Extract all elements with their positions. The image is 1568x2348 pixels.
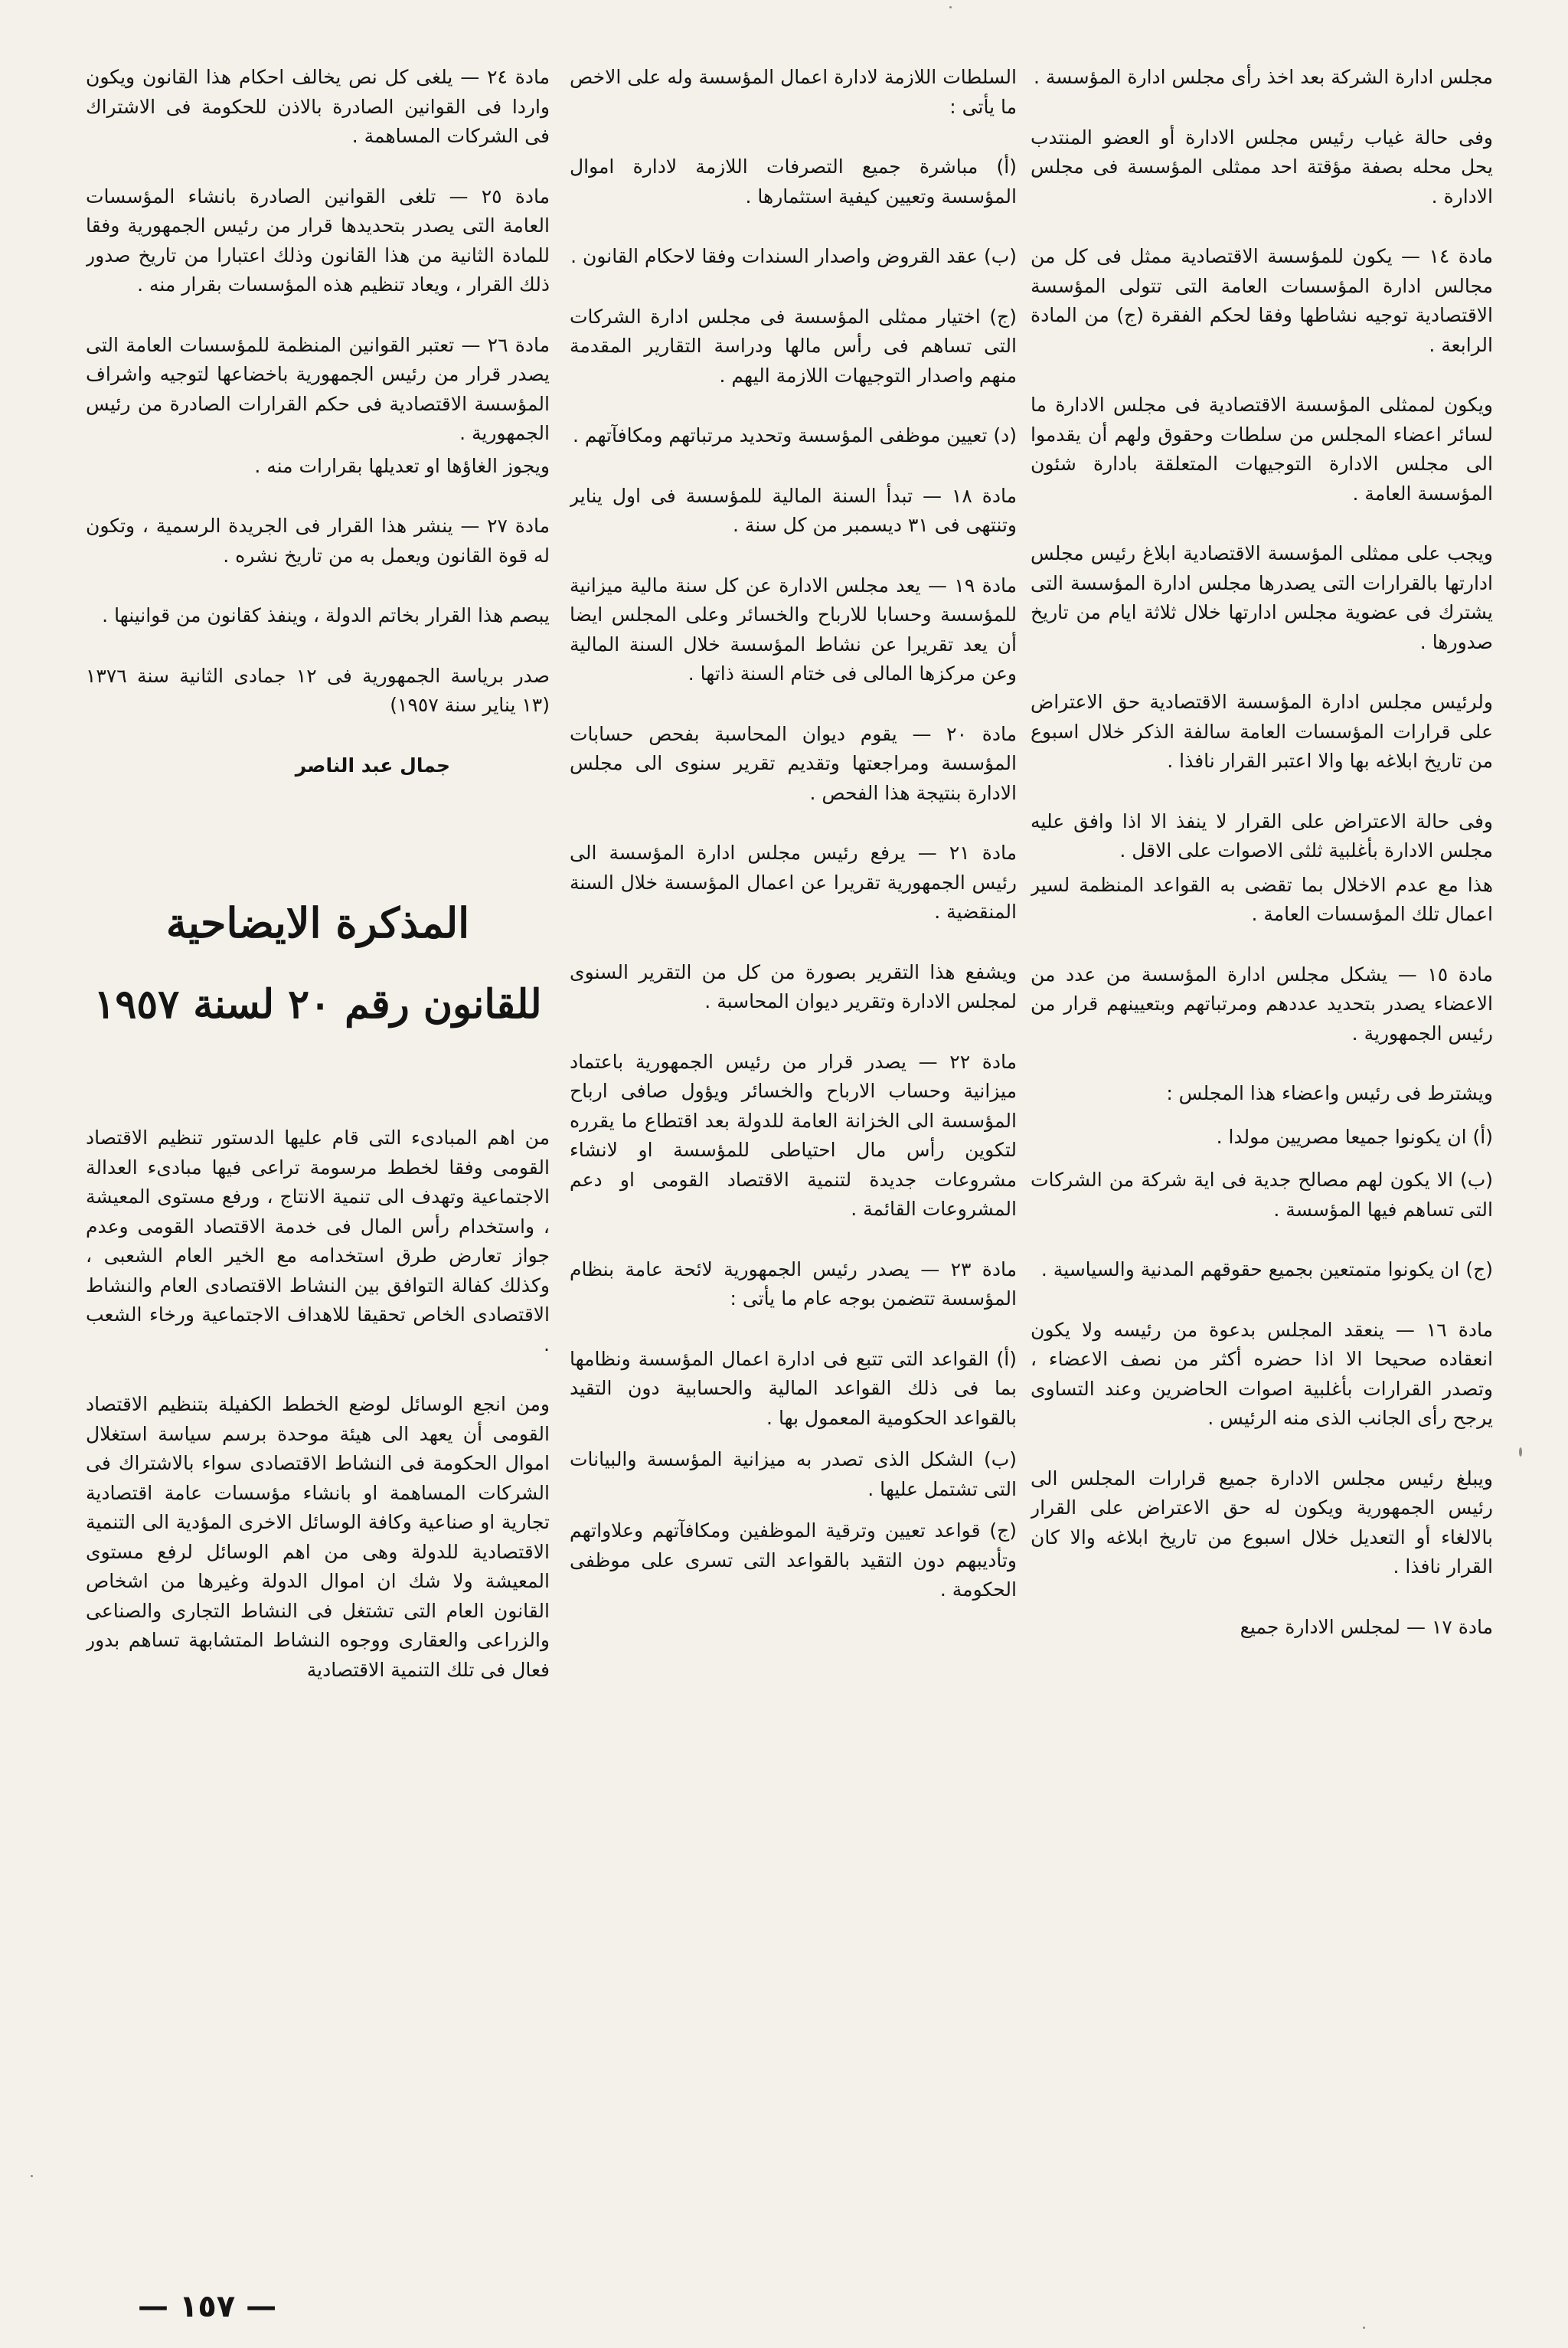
paragraph: (أ) مباشرة جميع التصرفات اللازمة لادارة اموال المؤسسة وتعيين كيفية استثمارها .: [570, 155, 1017, 208]
paragraph: مادة ١٥ — يشكل مجلس ادارة المؤسسة من عدد من الاعضاء يصدر بتحديد عددهم ومرتباتهم وبتعيينهم قرار من رئيس الجمهورية .: [1031, 963, 1493, 1045]
paragraph: (د) تعيين موظفى المؤسسة وتحديد مرتباتهم ومكافآتهم .: [573, 424, 1017, 446]
paragraph: من اهم المبادىء التى قام عليها الدستور تنظيم الاقتصاد القومى وفقا لخطط مرسومة تراعى فيها مبادىء العدالة الاجتماعية وتهدف الى تنمية الانتاج ، ورفع مستوى المعيشة ، واستخدام رأس المال فى خدمة الاقتصاد القومى وعدم جواز تعارض طرق استخدامه مع الخير العام الشعبى ، وكذلك كفالة التوافق بين النشاط الاقتصادى العام والنشاط الاقتصادى الخاص تحقيقا للاهداف الاجتماعية ورخاء الشعب .: [86, 1127, 550, 1355]
paragraph: (أ) ان يكونوا جميعا مصريين مولدا .: [1216, 1125, 1493, 1148]
paragraph: مادة ١٧ — لمجلس الادارة جميع: [1240, 1615, 1493, 1638]
paragraph: مادة ١٦ — ينعقد المجلس بدعوة من رئيسه ولا يكون انعقاده صحيحا الا اذا حضره أكثر من نصف الاعضاء ، وتصدر القرارات بأغلبية اصوات الحاضرين وعند التساوى يرجح رأى الجانب الذى منه الرئيس .: [1031, 1318, 1493, 1429]
paragraph: وفى حالة الاعتراض على القرار لا ينفذ الا اذا وافق عليه مجلس الادارة بأغلبية ثلثى الاصوات على الاقل .: [1031, 809, 1493, 862]
paragraph: وفى حالة غياب رئيس مجلس الادارة أو العضو المنتدب يحل محله بصفة مؤقتة احد ممثلى المؤسسة فى مجلس الادارة .: [1031, 126, 1493, 208]
paragraph: (ج) قواعد تعيين وترقية الموظفين ومكافآتهم وعلاواتهم وتأديبهم دون التقيد بالقواعد التى تسرى على موظفى الحكومة .: [570, 1519, 1017, 1601]
signature: جمال عبد الناصر: [295, 754, 450, 777]
paragraph: (ج) ان يكونوا متمتعين بجميع حقوقهم المدنية والسياسية .: [1040, 1258, 1493, 1280]
paragraph: ومن انجع الوسائل لوضع الخطط الكفيلة بتنظيم الاقتصاد القومى أن يعهد الى هيئة موحدة برسم سياسة استغلال اموال الحكومة فى النشاط الاقتصادى سواء بالاشتراك فى الشركات المساهمة او بانشاء مؤسسات عامة اقتصادية تجارية او صناعية وكافة الوسائل الاخرى المؤدية الى التنمية الاقتصادية للدولة وهى من اهم الوسائل لرفع مستوى المعيشة ولا شك ان اموال الدولة وغيرها من اشخاص القانون العام التى تشتغل فى النشاط التجارى والصناعى والزراعى والعقارى ووجوه النشاط المتشابهة تساهم بدور فعال فى تلك التنمية الاقتصادية: [86, 1393, 550, 1681]
paragraph: مادة ٢٣ — يصدر رئيس الجمهورية لائحة عامة بنظام المؤسسة تتضمن بوجه عام ما يأتى :: [570, 1257, 1017, 1310]
memo-title: المذكرة الايضاحية: [165, 898, 470, 947]
paragraph: مادة ٢٦ — تعتبر القوانين المنظمة للمؤسسات العامة التى يصدر قرار من رئيس الجمهورية باخضاعها لتوجيه واشراف المؤسسة الاقتصادية فى حكم القرارات الصادرة من رئيس الجمهورية .: [86, 333, 550, 444]
paragraph: مادة ٢٧ — ينشر هذا القرار فى الجريدة الرسمية ، وتكون له قوة القانون ويعمل به من تاريخ نشره .: [86, 515, 550, 567]
paragraph: السلطات اللازمة لادارة اعمال المؤسسة وله على الاخص ما يأتى :: [570, 66, 1017, 118]
paragraph: مادة ٢٥ — تلغى القوانين الصادرة بانشاء المؤسسات العامة التى يصدر بتحديدها قرار من رئيس الجمهورية وفقا للمادة الثانية من هذا القانون وذلك اعتبارا من تاريخ صدور ذلك القرار ، ويعاد تنظيم هذه المؤسسات بقرار منه .: [86, 185, 550, 296]
paragraph: (ب) الا يكون لهم مصالح جدية فى اية شركة من الشركات التى تساهم فيها المؤسسة .: [1031, 1169, 1493, 1221]
paragraph: ولرئيس مجلس ادارة المؤسسة الاقتصادية حق الاعتراض على قرارات المؤسسات العامة سالفة الذكر خلال اسبوع من تاريخ ابلاغه بها والا اعتبر القرار نافذا .: [1031, 691, 1493, 772]
paragraph: ويشترط فى رئيس واعضاء هذا المجلس :: [1166, 1082, 1493, 1104]
page-number: — ١٥٧ —: [138, 2289, 277, 2324]
scan-speck: [31, 2175, 33, 2177]
text-column-right: [1031, 63, 1493, 2268]
paragraph: مادة ١٨ — تبدأ السنة المالية للمؤسسة فى اول يناير وتنتهى فى ٣١ ديسمبر من كل سنة .: [570, 484, 1017, 536]
paragraph: ويجوز الغاؤها او تعديلها بقرارات منه .: [254, 454, 550, 477]
paragraph: (أ) القواعد التى تتبع فى ادارة اعمال المؤسسة ونظامها بما فى ذلك القواعد المالية والحسابية دون التقيد بالقواعد الحكومية المعمول بها .: [570, 1347, 1017, 1429]
paragraph: (ج) اختيار ممثلى المؤسسة فى مجلس ادارة الشركات التى تساهم فى رأس مالها ودراسة التقارير المقدمة منهم واصدار التوجيهات اللازمة اليهم .: [570, 305, 1017, 387]
scan-speck: [1519, 1447, 1522, 1457]
scan-speck: [949, 6, 952, 8]
paragraph: يبصم هذا القرار بخاتم الدولة ، وينفذ كقانون من قوانينها .: [102, 604, 550, 626]
paragraph: مادة ١٩ — يعد مجلس الادارة عن كل سنة مالية ميزانية للمؤسسة وحسابا للارباح والخسائر وعلى المجلس ايضا أن يعد تقريرا عن نشاط المؤسسة خلال السنة المالية وعن مركزها المالى فى ختام السنة ذاتها .: [570, 574, 1017, 685]
memo-subtitle: للقانون رقم ٢٠ لسنة ١٩٥٧: [93, 981, 542, 1028]
scan-speck: [1363, 2327, 1365, 2329]
paragraph: مادة ١٤ — يكون للمؤسسة الاقتصادية ممثل فى كل من مجالس ادارة المؤسسات العامة التى تتولى المؤسسة الاقتصادية توجيه نشاطها وفقا لحكم الفقرة (ج) من المادة الرابعة .: [1031, 245, 1493, 356]
paragraph: مادة ٢١ — يرفع رئيس مجلس ادارة المؤسسة الى رئيس الجمهورية تقريرا عن اعمال المؤسسة خلال السنة المنقضية .: [570, 842, 1017, 923]
text-column-middle: [570, 63, 1017, 2268]
paragraph: صدر برياسة الجمهورية فى ١٢ جمادى الثانية سنة ١٣٧٦ (١٣ يناير سنة ١٩٥٧): [86, 664, 550, 716]
paragraph: مادة ٢٤ — يلغى كل نص يخالف احكام هذا القانون ويكون واردا فى القوانين الصادرة بالاذن للحكومة فى الاشتراك فى الشركات المساهمة .: [86, 66, 550, 147]
text-column-left: [86, 63, 550, 2268]
paragraph: ويجب على ممثلى المؤسسة الاقتصادية ابلاغ رئيس مجلس ادارتها بالقرارات التى يصدرها مجلس ادارة المؤسسة التى يشترك فى عضوية مجلس ادارتها خلال ثلاثة ايام من تاريخ صدورها .: [1031, 542, 1493, 653]
paragraph: (ب) الشكل الذى تصدر به ميزانية المؤسسة والبيانات التى تشتمل عليها .: [570, 1448, 1017, 1500]
paragraph: ويبلغ رئيس مجلس الادارة جميع قرارات المجلس الى رئيس الجمهورية ويكون له حق الاعتراض على القرار بالالغاء أو التعديل خلال اسبوع من تاريخ ابلاغه والا كان القرار نافذا .: [1031, 1467, 1493, 1578]
paragraph: مادة ٢٢ — يصدر قرار من رئيس الجمهورية باعتماد ميزانية وحساب الارباح والخسائر ويؤول صافى ارباح المؤسسة الى الخزانة العامة للدولة بعد اقتطاع ما يقرره لتكوين رأس مال احتياطى للمؤسسة او لانشاء مشروعات جديدة لتنمية الاقتصاد القومى او دعم المشروعات القائمة .: [570, 1050, 1017, 1220]
paragraph: ويكون لممثلى المؤسسة الاقتصادية فى مجلس الادارة ما لسائر اعضاء المجلس من سلطات وحقوق ولهم أن يقدموا الى مجلس الادارة التوجيهات المتعلقة بادارة شئون المؤسسة العامة .: [1031, 394, 1493, 505]
paragraph: هذا مع عدم الاخلال بما تقضى به القواعد المنظمة لسير اعمال تلك المؤسسات العامة .: [1031, 873, 1493, 925]
paragraph: مادة ٢٠ — يقوم ديوان المحاسبة بفحص حسابات المؤسسة ومراجعتها وتقديم تقرير سنوى الى مجلس الادارة بنتيجة هذا الفحص .: [570, 722, 1017, 804]
paragraph: ويشفع هذا التقرير بصورة من كل من التقرير السنوى لمجلس الادارة وتقرير ديوان المحاسبة .: [570, 960, 1017, 1012]
paragraph: (ب) عقد القروض واصدار السندات وفقا لاحكام القانون .: [570, 245, 1017, 267]
paragraph: مجلس ادارة الشركة بعد اخذ رأى مجلس ادارة المؤسسة .: [1033, 66, 1493, 88]
